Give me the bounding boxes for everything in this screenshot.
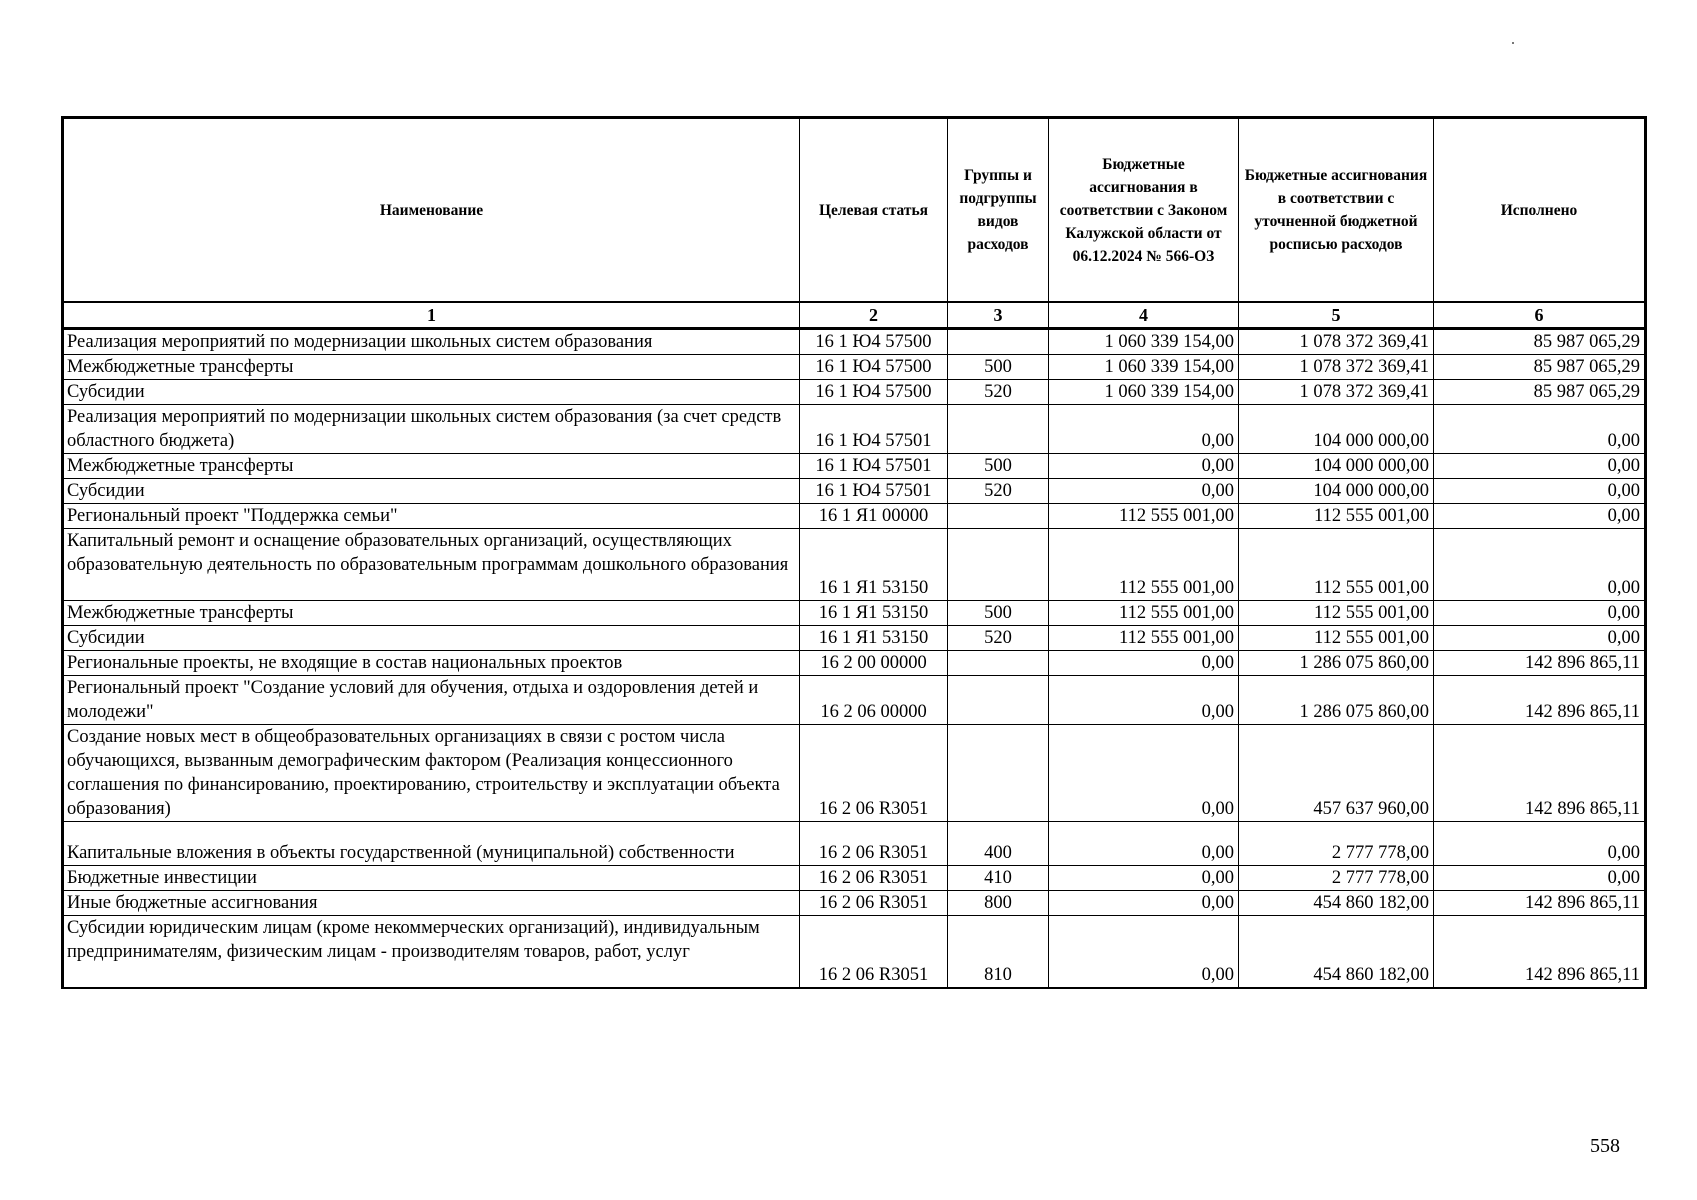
row-target-article-cell: 16 2 00 00000 (800, 651, 948, 676)
row-target-article-cell: 16 1 Я1 53150 (800, 529, 948, 601)
row-executed-amount-cell: 142 896 865,11 (1434, 916, 1646, 988)
row-law-amount-cell: 112 555 001,00 (1049, 626, 1239, 651)
header-executed: Исполнено (1434, 118, 1646, 303)
row-expense-group-cell: 400 (948, 822, 1049, 866)
row-expense-group-cell: 520 (948, 479, 1049, 504)
row-refined-amount-cell: 104 000 000,00 (1239, 454, 1434, 479)
row-target-article-cell: 16 2 06 R3051 (800, 725, 948, 822)
row-expense-group-cell: 410 (948, 866, 1049, 891)
row-refined-amount-cell: 104 000 000,00 (1239, 479, 1434, 504)
table-body (63, 329, 1646, 988)
row-refined-amount-cell: 112 555 001,00 (1239, 529, 1434, 601)
table-row (63, 916, 1646, 988)
row-executed-amount-cell: 0,00 (1434, 504, 1646, 529)
row-executed-amount-cell: 0,00 (1434, 626, 1646, 651)
table-row (63, 676, 1646, 725)
row-executed-amount-cell: 0,00 (1434, 454, 1646, 479)
row-name-cell: Межбюджетные трансферты (63, 355, 800, 380)
row-expense-group-cell: 520 (948, 380, 1049, 405)
column-number-row (63, 302, 1646, 329)
column-number: 5 (1239, 302, 1434, 329)
table-row (63, 891, 1646, 916)
row-target-article-cell: 16 1 Ю4 57500 (800, 380, 948, 405)
table-row (63, 355, 1646, 380)
row-name-cell: Региональные проекты, не входящие в состав национальных проектов (63, 651, 800, 676)
row-name-cell: Иные бюджетные ассигнования (63, 891, 800, 916)
row-expense-group-cell (948, 725, 1049, 822)
row-target-article-cell: 16 1 Я1 53150 (800, 601, 948, 626)
row-expense-group-cell (948, 329, 1049, 355)
row-target-article-cell: 16 1 Я1 53150 (800, 626, 948, 651)
table-row (63, 329, 1646, 355)
row-target-article-cell: 16 2 06 R3051 (800, 916, 948, 988)
page-number: 558 (1590, 1135, 1620, 1157)
table-row (63, 866, 1646, 891)
row-refined-amount-cell: 454 860 182,00 (1239, 891, 1434, 916)
budget-table (61, 116, 1647, 989)
row-executed-amount-cell: 142 896 865,11 (1434, 891, 1646, 916)
row-target-article-cell: 16 1 Я1 00000 (800, 504, 948, 529)
row-executed-amount-cell: 85 987 065,29 (1434, 355, 1646, 380)
row-executed-amount-cell: 142 896 865,11 (1434, 651, 1646, 676)
row-law-amount-cell: 0,00 (1049, 479, 1239, 504)
row-target-article-cell: 16 2 06 R3051 (800, 822, 948, 866)
header-expense-groups: Группы и подгруппы видов расходов (948, 118, 1049, 303)
row-expense-group-cell (948, 651, 1049, 676)
row-refined-amount-cell: 112 555 001,00 (1239, 504, 1434, 529)
row-refined-amount-cell: 1 286 075 860,00 (1239, 651, 1434, 676)
row-refined-amount-cell: 1 078 372 369,41 (1239, 329, 1434, 355)
row-law-amount-cell: 0,00 (1049, 725, 1239, 822)
row-law-amount-cell: 1 060 339 154,00 (1049, 329, 1239, 355)
row-law-amount-cell: 1 060 339 154,00 (1049, 380, 1239, 405)
row-refined-amount-cell: 104 000 000,00 (1239, 405, 1434, 454)
row-target-article-cell: 16 1 Ю4 57501 (800, 454, 948, 479)
header-target-article: Целевая статья (800, 118, 948, 303)
row-executed-amount-cell: 0,00 (1434, 529, 1646, 601)
row-target-article-cell: 16 2 06 R3051 (800, 866, 948, 891)
table-row (63, 380, 1646, 405)
row-law-amount-cell: 112 555 001,00 (1049, 504, 1239, 529)
table-row (63, 626, 1646, 651)
header-name: Наименование (63, 118, 800, 303)
table-row (63, 725, 1646, 822)
column-number: 1 (63, 302, 800, 329)
row-law-amount-cell: 0,00 (1049, 866, 1239, 891)
row-expense-group-cell: 810 (948, 916, 1049, 988)
row-expense-group-cell (948, 504, 1049, 529)
header-law-allocations: Бюджетные ассигнования в соответствии с Законом Калужской области от 06.12.2024 № 566-ОЗ (1049, 118, 1239, 303)
row-name-cell: Создание новых мест в общеобразовательных организациях в связи с ростом числа обучающихся, вызванным демографическим фактором (Реализация концессионного соглашения по финансированию, проектированию, строительству и эксплуатации объекта образования) (63, 725, 800, 822)
row-expense-group-cell: 800 (948, 891, 1049, 916)
table-row (63, 529, 1646, 601)
row-executed-amount-cell: 0,00 (1434, 866, 1646, 891)
header-row (63, 118, 1646, 303)
row-target-article-cell: 16 1 Ю4 57500 (800, 355, 948, 380)
row-refined-amount-cell: 1 078 372 369,41 (1239, 380, 1434, 405)
row-name-cell: Бюджетные инвестиции (63, 866, 800, 891)
row-refined-amount-cell: 2 777 778,00 (1239, 822, 1434, 866)
row-expense-group-cell: 500 (948, 355, 1049, 380)
column-number: 2 (800, 302, 948, 329)
column-number: 4 (1049, 302, 1239, 329)
row-target-article-cell: 16 2 06 R3051 (800, 891, 948, 916)
row-executed-amount-cell: 0,00 (1434, 601, 1646, 626)
row-refined-amount-cell: 112 555 001,00 (1239, 626, 1434, 651)
row-name-cell: Региональный проект "Поддержка семьи" (63, 504, 800, 529)
scan-speck (1512, 42, 1514, 44)
row-law-amount-cell: 0,00 (1049, 454, 1239, 479)
row-executed-amount-cell: 142 896 865,11 (1434, 725, 1646, 822)
row-executed-amount-cell: 85 987 065,29 (1434, 329, 1646, 355)
row-name-cell: Реализация мероприятий по модернизации школьных систем образования (63, 329, 800, 355)
row-law-amount-cell: 0,00 (1049, 405, 1239, 454)
row-name-cell: Субсидии юридическим лицам (кроме некоммерческих организаций), индивидуальным предпринимателям, физическим лицам - производителям товаров, работ, услуг (63, 916, 800, 988)
table-row (63, 601, 1646, 626)
column-number: 3 (948, 302, 1049, 329)
row-refined-amount-cell: 112 555 001,00 (1239, 601, 1434, 626)
row-executed-amount-cell: 0,00 (1434, 405, 1646, 454)
row-name-cell: Реализация мероприятий по модернизации школьных систем образования (за счет средств областного бюджета) (63, 405, 800, 454)
table-row (63, 504, 1646, 529)
row-name-cell: Субсидии (63, 626, 800, 651)
row-name-cell: Региональный проект "Создание условий для обучения, отдыха и оздоровления детей и молодежи" (63, 676, 800, 725)
row-refined-amount-cell: 454 860 182,00 (1239, 916, 1434, 988)
row-expense-group-cell (948, 405, 1049, 454)
row-law-amount-cell: 1 060 339 154,00 (1049, 355, 1239, 380)
header-refined-allocations: Бюджетные ассигнования в соответствии с уточненной бюджетной росписью расходов (1239, 118, 1434, 303)
table-row (63, 479, 1646, 504)
row-executed-amount-cell: 0,00 (1434, 822, 1646, 866)
row-refined-amount-cell: 1 286 075 860,00 (1239, 676, 1434, 725)
row-expense-group-cell (948, 529, 1049, 601)
row-target-article-cell: 16 1 Ю4 57500 (800, 329, 948, 355)
row-target-article-cell: 16 1 Ю4 57501 (800, 405, 948, 454)
row-law-amount-cell: 112 555 001,00 (1049, 529, 1239, 601)
row-target-article-cell: 16 2 06 00000 (800, 676, 948, 725)
row-refined-amount-cell: 457 637 960,00 (1239, 725, 1434, 822)
row-expense-group-cell: 520 (948, 626, 1049, 651)
row-expense-group-cell (948, 676, 1049, 725)
row-expense-group-cell: 500 (948, 601, 1049, 626)
column-number: 6 (1434, 302, 1646, 329)
row-refined-amount-cell: 1 078 372 369,41 (1239, 355, 1434, 380)
row-law-amount-cell: 0,00 (1049, 676, 1239, 725)
row-executed-amount-cell: 142 896 865,11 (1434, 676, 1646, 725)
row-executed-amount-cell: 85 987 065,29 (1434, 380, 1646, 405)
row-law-amount-cell: 0,00 (1049, 651, 1239, 676)
row-law-amount-cell: 0,00 (1049, 822, 1239, 866)
row-law-amount-cell: 0,00 (1049, 891, 1239, 916)
table-row (63, 651, 1646, 676)
row-name-cell: Межбюджетные трансферты (63, 601, 800, 626)
row-name-cell: Субсидии (63, 380, 800, 405)
row-refined-amount-cell: 2 777 778,00 (1239, 866, 1434, 891)
row-expense-group-cell: 500 (948, 454, 1049, 479)
table-row (63, 822, 1646, 866)
row-name-cell: Капитальный ремонт и оснащение образовательных организаций, осуществляющих образовательную деятельность по образовательным программам дошкольного образования (63, 529, 800, 601)
row-name-cell: Капитальные вложения в объекты государственной (муниципальной) собственности (63, 822, 800, 866)
row-law-amount-cell: 112 555 001,00 (1049, 601, 1239, 626)
budget-table-container (61, 116, 1644, 989)
row-law-amount-cell: 0,00 (1049, 916, 1239, 988)
table-row (63, 405, 1646, 454)
row-name-cell: Межбюджетные трансферты (63, 454, 800, 479)
row-target-article-cell: 16 1 Ю4 57501 (800, 479, 948, 504)
row-name-cell: Субсидии (63, 479, 800, 504)
table-row (63, 454, 1646, 479)
row-executed-amount-cell: 0,00 (1434, 479, 1646, 504)
